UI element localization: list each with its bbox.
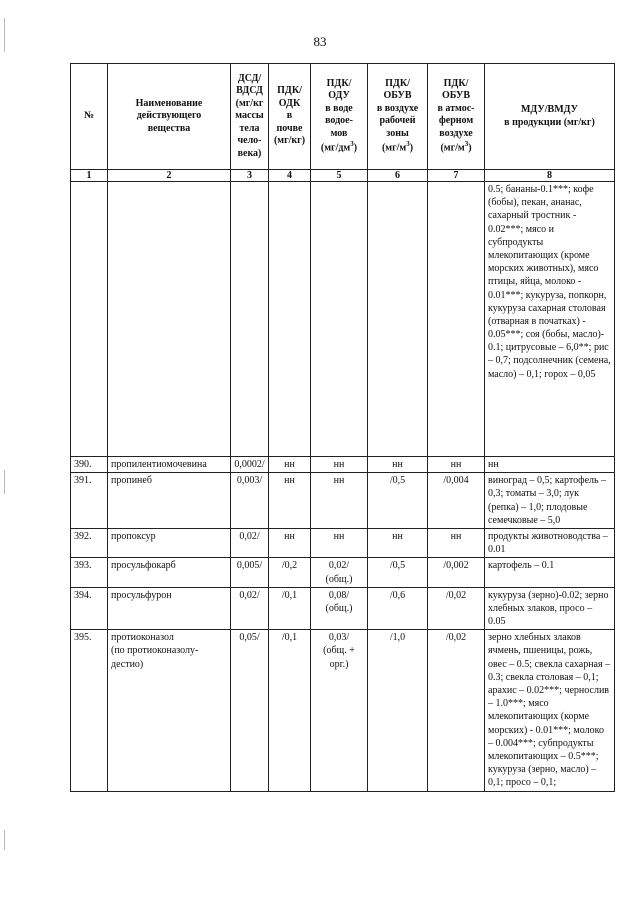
pdk-water-value: 0,02/ (общ.) [311,558,368,587]
pdk-work-air-value: нн [368,528,428,557]
pdk-soil-value: нн [269,473,311,529]
pdk-water-value: нн [311,473,368,529]
table-row [71,587,615,630]
pdk-work-air-value: /0,5 [368,473,428,529]
column-number: 3 [231,170,269,182]
substance-name: просульфурон [108,587,231,630]
mdu-value: кукуруза (зерно)-0.02; зерно хлебных злаков, просо – 0.05 [485,587,615,630]
row-number: 393. [71,558,108,587]
mdu-value: картофель – 0.1 [485,558,615,587]
pdk-water-value: нн [311,457,368,473]
column-number: 2 [108,170,231,182]
header-pdk-soil: ПДК/ ОДК в почве (мг/кг) [269,64,311,170]
page-number: 83 [313,34,327,49]
header-pdk-water: ПДК/ ОДУ в воде водое- мов $(мг/дм^3)$ [311,64,368,170]
substance-name: пропилентиомочевина [108,457,231,473]
pdk-atmosphere-value: /0,02 [428,630,485,791]
row-number: 394. [71,587,108,630]
table-row [71,528,615,557]
column-number: 1 [71,170,108,182]
column-number: 5 [311,170,368,182]
header-pdk-work-air: ПДК/ ОБУВ в воздухе рабочей зоны $(мг/м^3)$ [368,64,428,170]
pdk-soil-value: /0,2 [269,558,311,587]
dsd-value: 0,05/ [231,630,269,791]
table-row [71,457,615,473]
pdk-work-air-value: /1,0 [368,630,428,791]
table-row [71,630,615,791]
continuation-row [71,182,615,457]
continuation-mdu: 0.5; бананы-0.1***; кофе (бобы), пекан, ананас, сахарный тростник - 0.02***; мясо и субпродукты млекопитающих (кроме морских животных), мясо птицы, яйца, молоко - 0.01***; кукуруза, попкорн, кукуруза сахарная столовая (отварная в початках) - 0.05***; соя (бобы, масло)- 0.1; цитрусовые – 6,0**; рис – 0,7; подсолнечник (семена, масло) – 0,1; горох – 0,05 [485,182,615,457]
column-number: 7 [428,170,485,182]
pdk-soil-value: нн [269,457,311,473]
row-number: 390. [71,457,108,473]
pdk-atmosphere-value: /0,002 [428,558,485,587]
header-number: № [71,64,108,170]
pdk-work-air-value: /0,6 [368,587,428,630]
pdk-soil-value: /0,1 [269,630,311,791]
pdk-atmosphere-value: /0,02 [428,587,485,630]
substance-name: пропоксур [108,528,231,557]
pdk-atmosphere-value: /0,004 [428,473,485,529]
pdk-soil-value: нн [269,528,311,557]
pdk-water-value: нн [311,528,368,557]
column-number-row [71,170,615,182]
table-row [71,558,615,587]
row-number: 391. [71,473,108,529]
row-number: 392. [71,528,108,557]
table-header-row [71,64,615,170]
pdk-atmosphere-value: нн [428,528,485,557]
pdk-water-value: 0,08/ (общ.) [311,587,368,630]
dsd-value: 0,0002/ [231,457,269,473]
header-dsd: ДСД/ ВДСД (мг/кг массы тела чело- века) [231,64,269,170]
row-number: 395. [71,630,108,791]
header-pdk-atmosphere: ПДК/ ОБУВ в атмос- ферном воздухе $(мг/м^3)$ [428,64,485,170]
header-mdu: МДУ/ВМДУ в продукции (мг/кг) [485,64,615,170]
column-number: 8 [485,170,615,182]
header-substance-name: Наименование действующего вещества [108,64,231,170]
pdk-soil-value: /0,1 [269,587,311,630]
scan-edge-mark [4,470,5,494]
pdk-atmosphere-value: нн [428,457,485,473]
table-row [71,473,615,529]
substance-name: протиоконазол (по протиоконазолу- дестио) [108,630,231,791]
substances-table [70,63,615,792]
pdk-work-air-value: /0,5 [368,558,428,587]
mdu-value: зерно хлебных злаков ячмень, пшеницы, рожь, овес – 0.5; свекла сахарная – 0.3; свекла столовая – 0,1; арахис – 0.02***; чернослив – 1.0***; мясо млекопитающих (корме морских) - 0.01***; молоко – 0.004***; субпродукты млекопитающих – 0.5***; кукуруза (зерно, масло) – 0,1; просо – 0,1; [485,630,615,791]
substance-name: просульфокарб [108,558,231,587]
pdk-work-air-value: нн [368,457,428,473]
mdu-value: нн [485,457,615,473]
dsd-value: 0,005/ [231,558,269,587]
dsd-value: 0,02/ [231,587,269,630]
dsd-value: 0,02/ [231,528,269,557]
mdu-value: виноград – 0,5; картофель – 0,3; томаты – 3,0; лук (репка) – 1,0; плодовые семечковые – 5,0 [485,473,615,529]
dsd-value: 0,003/ [231,473,269,529]
column-number: 6 [368,170,428,182]
scan-edge-mark [4,830,5,850]
column-number: 4 [269,170,311,182]
mdu-value: продукты животноводства – 0.01 [485,528,615,557]
substance-name: пропинеб [108,473,231,529]
pdk-water-value: 0,03/ (общ. + орг.) [311,630,368,791]
